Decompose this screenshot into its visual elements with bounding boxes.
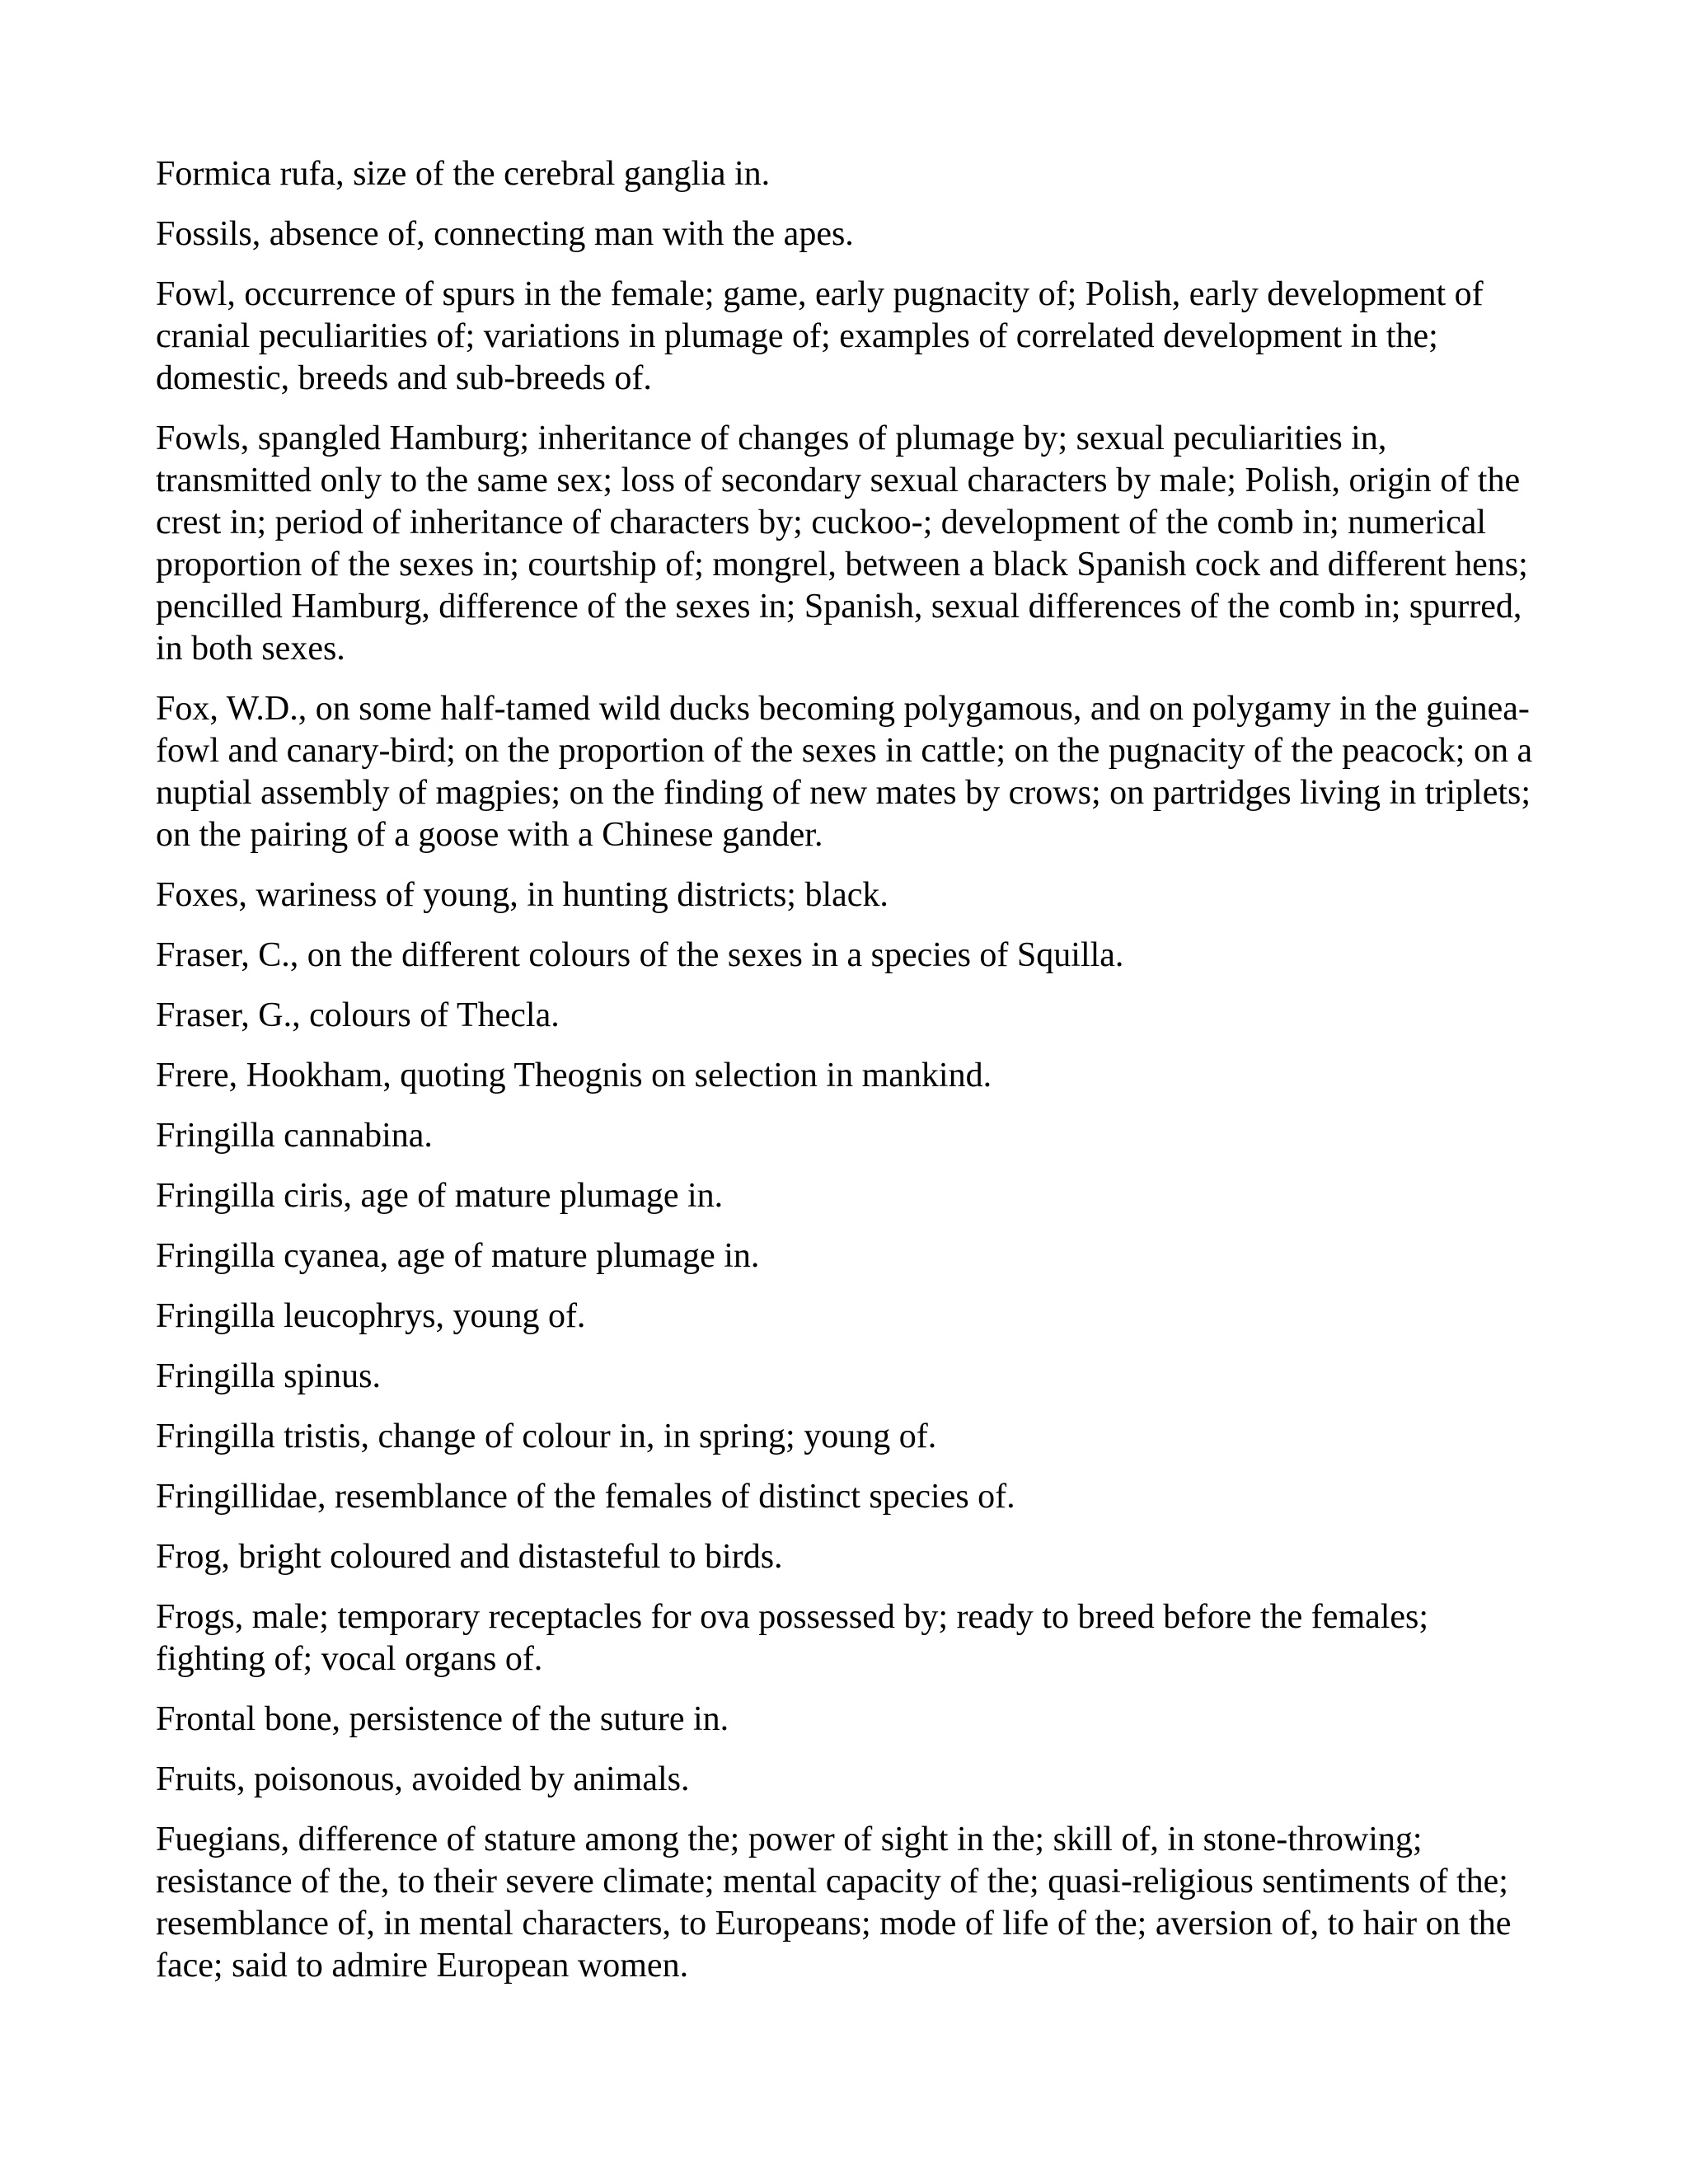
index-entry: Frontal bone, persistence of the suture in. [156,1700,729,1738]
index-entry: Fringilla tristis, change of colour in, in spring; young of. [156,1418,937,1455]
index-entry: Fringilla ciris, age of mature plumage in. [156,1177,724,1215]
index-entry: Foxes, wariness of young, in hunting districts; black. [156,876,889,914]
index-entry: Fowls, spangled Hamburg; inheritance of changes of plumage by; sexual peculiarities in, transmitted only to the same sex; loss of secondary sexual characters by male; Polish, origin of the crest in; period of inheritance of characters by; cuckoo-; development of the comb in; numerical proportion of the sexes in; courtship of; mongrel, between a black Spanish cock and different hens; pencilled Hamburg, difference of the sexes in; Spanish, sexual differences of the comb in; spurred, in both sexes. [156,419,1528,668]
index-entry: Fringilla cannabina. [156,1117,433,1155]
index-entry: Fuegians, difference of stature among the; power of sight in the; skill of, in stone-throwing; resistance of the, to their severe climate; mental capacity of the; quasi-religious sentiments of the; resemblance of, in mental characters, to Europeans; mode of life of the; aversion of, to hair on the face; said to admire European women. [156,1821,1512,1985]
index-entry: Fossils, absence of, connecting man with the apes. [156,215,854,253]
index-entry: Formica rufa, size of the cerebral ganglia in. [156,155,771,193]
index-entry: Fox, W.D., on some half-tamed wild ducks becoming polygamous, and on polygamy in the guinea-fowl and canary-bird; on the proportion of the sexes in cattle; on the pugnacity of the peacock; on a nuptial assembly of magpies; on the finding of new mates by crows; on partridges living in triplets; on the pairing of a goose with a Chinese gander. [156,690,1533,854]
index-entry: Frogs, male; temporary receptacles for ova possessed by; ready to breed before the females; fighting of; vocal organs of. [156,1598,1429,1678]
index-entry: Fowl, occurrence of spurs in the female; game, early pugnacity of; Polish, early development of cranial peculiarities of; variations in plumage of; examples of correlated development in the; domestic, breeds and sub-breeds of. [156,275,1484,397]
index-entry: Fringillidae, resemblance of the females of distinct species of. [156,1478,1015,1516]
index-entry: Fringilla spinus. [156,1357,382,1395]
index-entry: Fraser, C., on the different colours of the sexes in a species of Squilla. [156,936,1124,974]
index-entry: Fringilla cyanea, age of mature plumage in. [156,1237,760,1275]
index-entry: Frere, Hookham, quoting Theognis on selection in mankind. [156,1057,992,1094]
index-list [156,153,1534,2005]
index-entry: Fruits, poisonous, avoided by animals. [156,1760,690,1798]
index-entry: Fraser, G., colours of Thecla. [156,996,560,1034]
index-entry: Fringilla leucophrys, young of. [156,1297,586,1335]
index-entry: Frog, bright coloured and distasteful to birds. [156,1538,783,1576]
